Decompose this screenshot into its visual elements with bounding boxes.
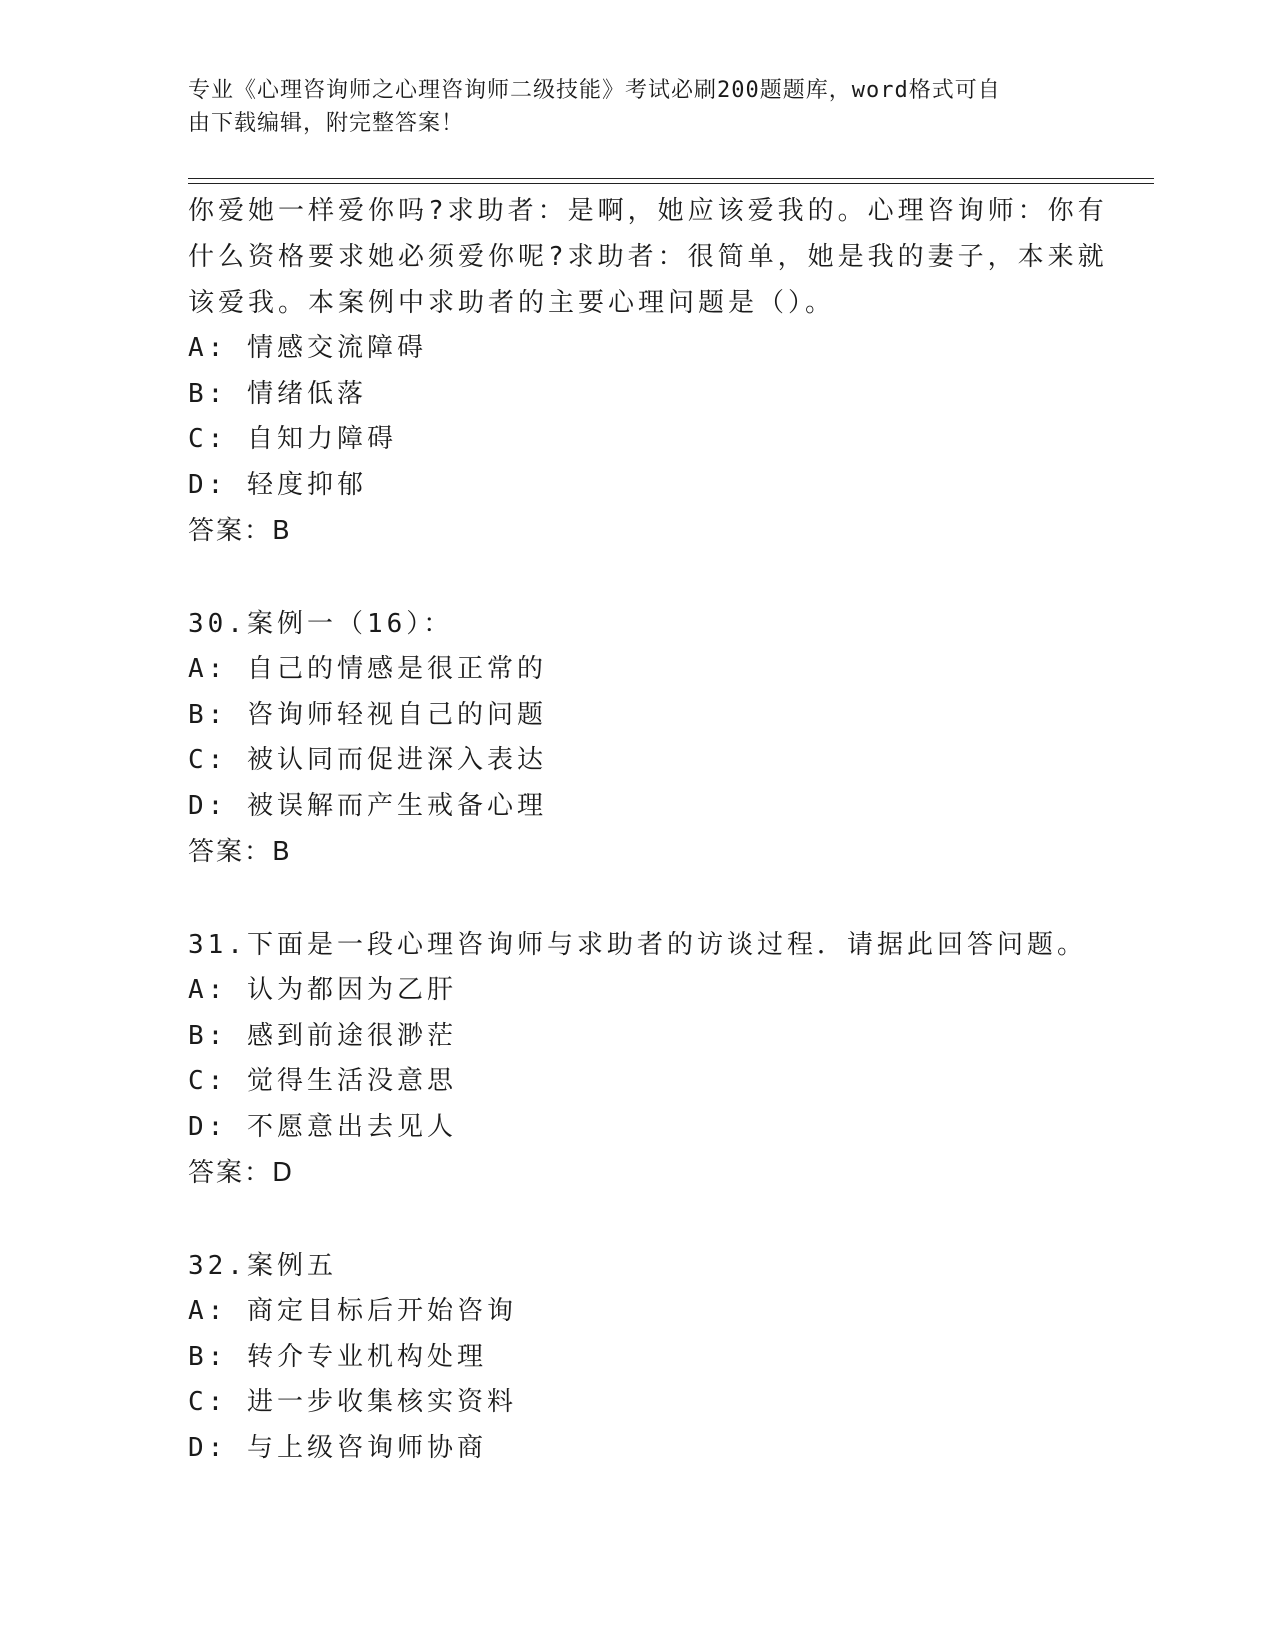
option-c: C: 自知力障碍 [188, 424, 397, 454]
option-b: B: 转介专业机构处理 [188, 1341, 487, 1372]
option-a: A: 认为都因为乙肝 [188, 975, 457, 1005]
option-c: C: 被认同而促进深入表达 [188, 745, 547, 775]
answer-line: 答案：B [188, 516, 292, 546]
question-title: 32.案例五 [188, 1251, 337, 1281]
answer-line: 答案：B [188, 837, 292, 867]
answer-line: 答案：D [188, 1158, 295, 1188]
option-b: B: 情绪低落 [188, 378, 367, 409]
question-stem-line: 你爱她一样爱你吗?求助者：是啊，她应该爱我的。心理咨询师：你有 [188, 196, 1108, 226]
option-b: B: 咨询师轻视自己的问题 [188, 699, 547, 730]
option-c: C: 觉得生活没意思 [188, 1066, 457, 1096]
option-d: D: 轻度抑郁 [188, 469, 367, 500]
option-c: C: 进一步收集核实资料 [188, 1387, 517, 1417]
option-b: B: 感到前途很渺茫 [188, 1020, 457, 1051]
question-block [188, 188, 1108, 554]
header-divider [188, 183, 1154, 184]
option-d: D: 不愿意出去见人 [188, 1111, 457, 1142]
question-list [188, 188, 1108, 1471]
option-d: D: 被误解而产生戒备心理 [188, 790, 547, 821]
question-title: 30.案例一（16）： [188, 609, 454, 639]
document-header [188, 74, 1068, 140]
header-line: 由下载编辑，附完整答案！ [188, 111, 465, 136]
question-stem-line: 什么资格要求她必须爱你呢?求助者：很简单，她是我的妻子，本来就 [188, 242, 1108, 272]
option-a: A: 商定目标后开始咨询 [188, 1296, 517, 1326]
question-stem-line: 该爱我。本案例中求助者的主要心理问题是（）。 [188, 288, 836, 318]
question-title: 31.下面是一段心理咨询师与求助者的访谈过程．请据此回答问题。 [188, 930, 1087, 960]
option-a: A: 情感交流障碍 [188, 333, 427, 363]
question-block [188, 1243, 1088, 1471]
option-d: D: 与上级咨询师协商 [188, 1432, 487, 1463]
question-block [188, 922, 1088, 1196]
question-block [188, 601, 1088, 875]
header-line: 专业《心理咨询师之心理咨询师二级技能》考试必刷200题题库，word格式可自 [188, 78, 1001, 103]
option-a: A: 自己的情感是很正常的 [188, 654, 547, 684]
header-divider [188, 178, 1154, 179]
